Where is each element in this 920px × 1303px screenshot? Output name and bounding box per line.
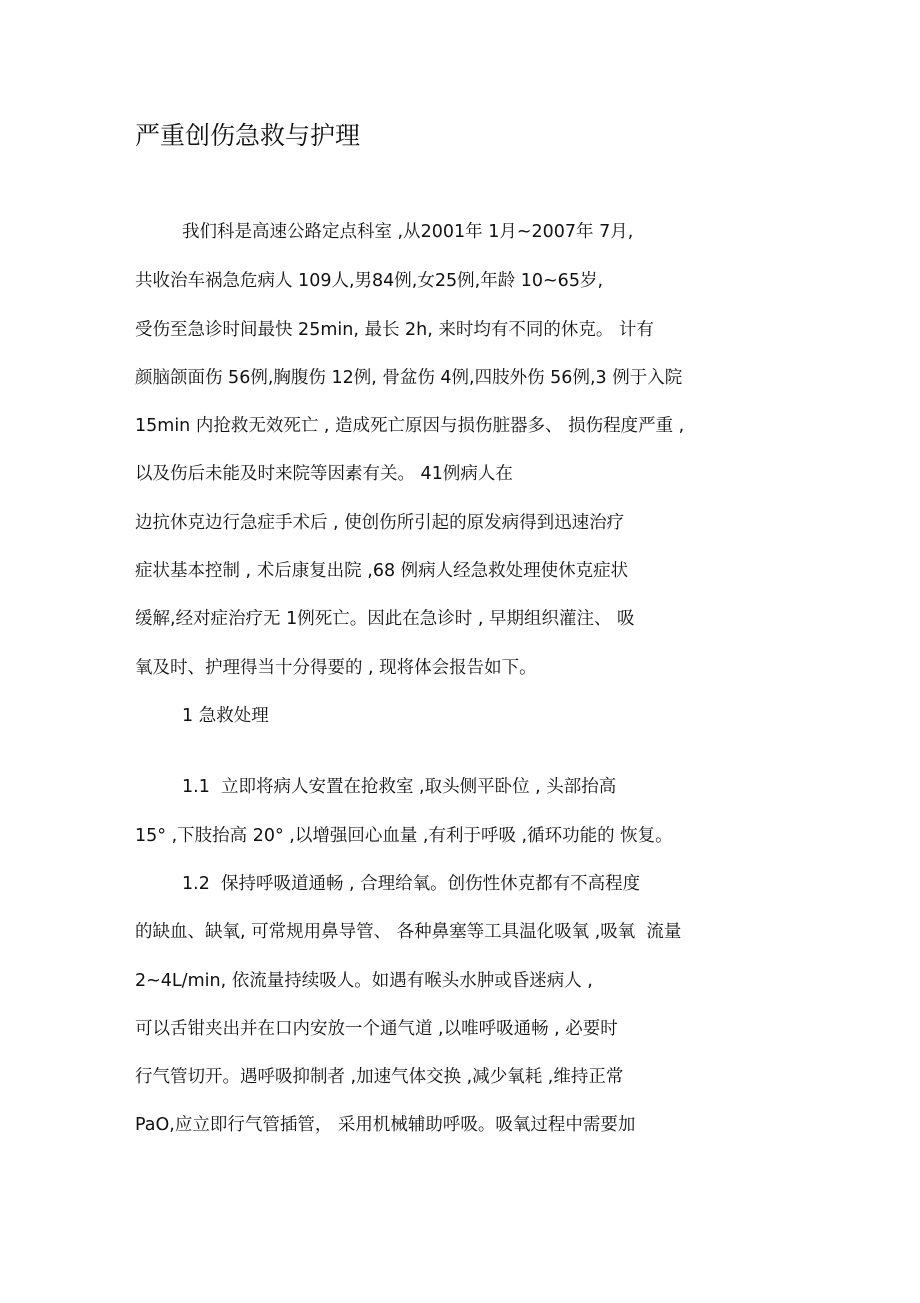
page-title: 严重创伤急救与护理 [135,121,361,150]
section-heading: 1 急救处理 [182,706,269,726]
paragraph-line: 受伤至急诊时间最快 25min, 最长 2h, 来时均有不同的休克。 计有 [135,320,654,340]
paragraph-line: 15min 内抢救无效死亡 , 造成死亡原因与损伤脏器多、 损伤程度严重 , [135,416,685,436]
paragraph-line: 我们科是高速公路定点科室 ,从2001年 1月~2007年 7月, [182,222,634,242]
paragraph-line: 边抗休克边行急症手术后 , 使创伤所引起的原发病得到迅速治疗 [135,513,625,533]
paragraph-line: 行气管切开。遇呼吸抑制者 ,加速气体交换 ,减少氧耗 ,维持正常 [135,1067,624,1087]
paragraph-line: 氧及时、护理得当十分得要的 , 现将体会报告如下。 [135,658,537,678]
paragraph-line: 颜脑颌面伤 56例,胸腹伤 12例, 骨盆伤 4例,四肢外伤 56例,3 例于入院 [135,368,683,388]
paragraph-line: 15° ,下肢抬高 20° ,以增强回心血量 ,有利于呼吸 ,循环功能的 恢复。 [135,826,673,846]
paragraph-line: 以及伤后未能及时来院等因素有关。 41例病人在 [135,464,513,484]
paragraph-line: 可以舌钳夹出并在口内安放一个通气道 ,以唯呼吸通畅 , 必要时 [135,1019,618,1039]
paragraph-line: 1.1 立即将病人安置在抢救室 ,取头侧平卧位 , 头部抬高 [182,777,617,797]
paragraph-line: 症状基本控制 , 术后康复出院 ,68 例病人经急救处理使休克症状 [135,561,629,581]
paragraph-line: 的缺血、缺氧, 可常规用鼻导管、 各种鼻塞等工具温化吸氧 ,吸氧 流量 [135,922,682,942]
paragraph-line: 缓解,经对症治疗无 1例死亡。因此在急诊时 , 早期组织灌注、 吸 [135,609,635,629]
paragraph-line: 2~4L/min, 依流量持续吸人。如遇有喉头水肿或昏迷病人 , [135,971,593,991]
paragraph-line: PaO,应立即行气管插管， 采用机械辅助呼吸。吸氧过程中需要加 [135,1115,636,1135]
paragraph-line: 共收治车祸急危病人 109人,男84例,女25例,年龄 10~65岁, [135,271,604,291]
paragraph-line: 1.2 保持呼吸道通畅 , 合理给氧。创伤性休克都有不高程度 [182,874,641,894]
